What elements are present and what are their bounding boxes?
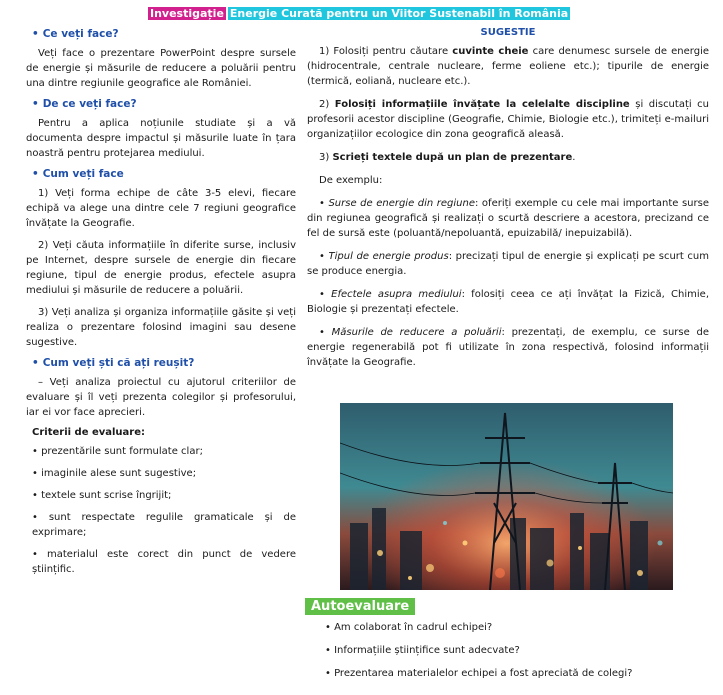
criteria-item: • textele sunt scrise îngrijit; [32,490,172,501]
suggestion-heading: SUGESTIE [480,27,536,38]
section-heading-why: • De ce veți face? [32,98,137,110]
how-step-3: 3) Veți analiza și organiza informațiile găsite și veți realiza o prezentare folosind imagini sau desene sugestive. [26,307,296,348]
suggestion-1: 1) Folosiți pentru căutare cuvinte cheie care denumesc sursele de energie (hidrocentrale, centrale nucleare, ferme eoliene etc.); tipurile de energie (termică, eoliană, nucleare etc.). [307,46,710,87]
section-text-why: Pentru a aplica noțiunile studiate și a vă documenta despre impactul și măsurile luate în țara noastră pentru protejarea mediului. [26,118,296,159]
self-assessment-item: • Am colaborat în cadrul echipei? [325,622,493,633]
example-bullet-energy-type: • Tipul de energie produs: precizați tipul de energie și explicați pe scurt cum se produce energia. [307,251,710,277]
bullet-icon: • [32,28,39,40]
bullet-icon: • [32,98,39,110]
criteria-title: Criterii de evaluare: [32,427,146,438]
criteria-item: • sunt respectate regulile gramaticale și de exprimare; [32,512,296,538]
how-step-2: 2) Veți căuta informațiile în diferite surse, inclusiv pe Internet, despre sursele de energie din fiecare regiune, tipul de energie produs, efectele asupra mediului și măsurile de reducere a poluării. [26,240,296,296]
section-heading-what: • Ce veți face? [32,28,119,40]
section-heading-how: • Cum veți face [32,168,124,180]
self-assessment-item: • Informațiile științifice sunt adecvate? [325,645,520,656]
self-assessment-list [325,620,705,689]
bullet-icon: • [32,357,39,369]
right-column [307,24,709,378]
example-bullet-measures: • Măsurile de reducere a poluării: prezentați, de exemplu, ce surse de energie regenerabilă pot fi utilizate în zona respectivă, folosind informații învățate la Geografie. [307,327,709,368]
example-bullet-effects: • Efectele asupra mediului: folosiți ceea ce ați învățat la Fizică, Chimie, Biologie și prezentați efectele. [307,289,709,315]
section-text-what: Veți face o prezentare PowerPoint despre sursele de energie și măsurile de reducere a poluării pentru una dintre regiunile geografice ale României. [26,48,296,89]
self-assessment-badge: Autoevaluare [305,598,415,615]
example-label: De exemplu: [319,175,383,186]
section-heading-success: • Cum veți ști că ați reușit? [32,357,195,369]
bullet-icon: • [32,168,39,180]
criteria-item: • prezentările sunt formulate clar; [32,446,203,457]
suggestion-2: 2) Folosiți informațiile învățate la celelalte discipline și discutați cu profesorii acestor discipline (Geografie, Chimie, Biologie etc.), trimiteți e-mailuri organizațiilor ecologice din zona geografică aleasă. [307,99,709,140]
title-tag-investigatie: Investigație [150,7,224,20]
example-bullet-sources: • Surse de energie din regiune: oferiți exemple cu cele mai importante surse din regiunea geografică și realizați o scurtă descriere a acestora, precizand ce fel de sursă este (poluantă/nepoluantă, epuizabilă/ inepuizabilă). [307,198,709,239]
power-lines-illustration [340,403,673,590]
left-column [26,24,296,584]
self-assessment-item: • Prezentarea materialelor echipei a fost apreciată de colegi? [325,668,633,679]
suggestion-3: 3) Scrieți textele după un plan de prezentare. [319,152,576,163]
criteria-item: • imaginile alese sunt sugestive; [32,468,197,479]
power-lines-photo [340,403,673,590]
criteria-item: • materialul este corect din punct de vedere științific. [32,549,296,575]
title-tag-topic: Energie Curată pentru un Viitor Sustenabil în România [229,7,569,20]
section-text-success: – Veți analiza proiectul cu ajutorul criteriilor de evaluare și îl veți prezenta colegilor și profesorului, iar ei vor face aprecieri. [26,377,296,418]
how-step-1: 1) Veți forma echipe de câte 3-5 elevi, fiecare echipă va alege una dintre cele 7 regiuni geografice învățate la Geografie. [26,188,296,229]
page-title [148,6,570,21]
